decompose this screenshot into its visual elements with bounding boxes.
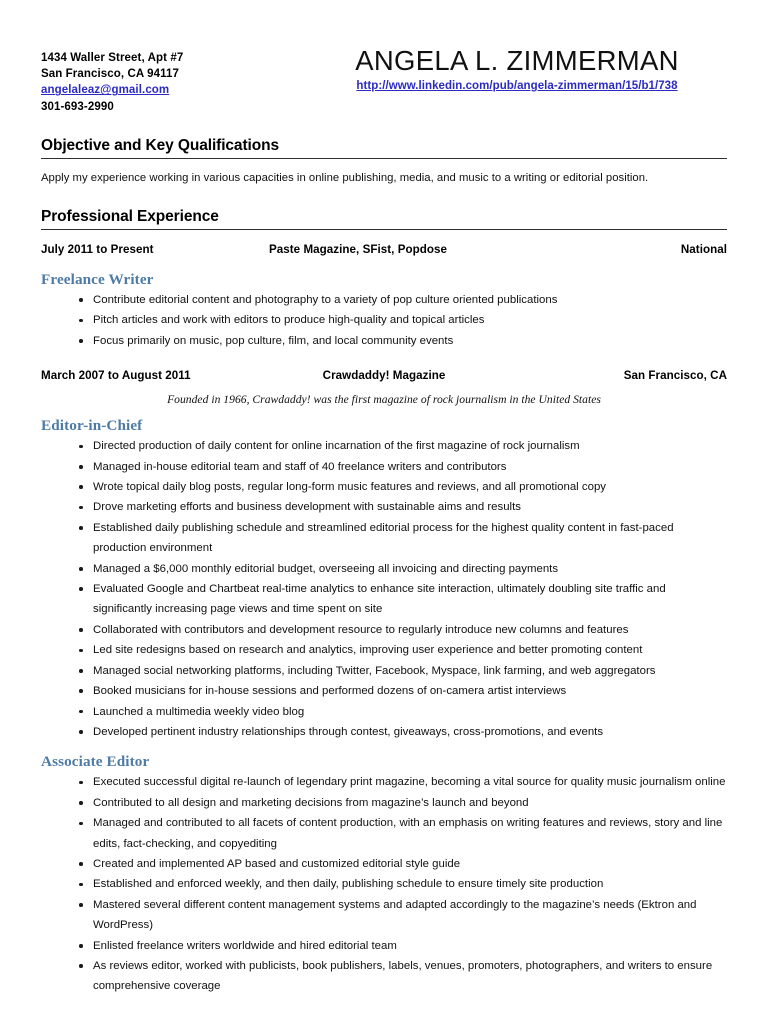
- bullet-item: Pitch articles and work with editors to produce high-quality and topical articles: [41, 310, 727, 330]
- bullet-item: Created and implemented AP based and customized editorial style guide: [41, 854, 727, 874]
- phone-number: 301-693-2990: [41, 100, 114, 113]
- spacer: [41, 122, 727, 136]
- job-employer: Paste Magazine, SFist, Popdose: [268, 243, 448, 256]
- bullet-item: Managed a $6,000 monthly editorial budget, overseeing all invoicing and directing payments: [41, 559, 727, 579]
- bullet-item: Led site redesigns based on research and analytics, improving user experience and better promoting content: [41, 640, 727, 660]
- bullet-item: Launched a multimedia weekly video blog: [41, 702, 727, 722]
- bullet-item: Managed social networking platforms, including Twitter, Facebook, Myspace, link farming, and web aggregators: [41, 661, 727, 681]
- bullet-item: Directed production of daily content for online incarnation of the first magazine of rock journalism: [41, 436, 727, 456]
- bullet-item: Booked musicians for in-house sessions and performed dozens of on-camera artist interviews: [41, 681, 727, 701]
- bullet-item: Contributed to all design and marketing decisions from magazine’s launch and beyond: [41, 793, 727, 813]
- spacer: [41, 742, 727, 752]
- address-line-2: San Francisco, CA 94117: [41, 68, 180, 81]
- objective-body-text: Apply my experience working in various capacities in online publishing, media, and music to a writing or editorial position.: [41, 172, 649, 184]
- bullet-item: Collaborated with contributors and development resource to regularly introduce new columns and features: [41, 620, 727, 640]
- bullet-item: Executed successful digital re-launch of legendary print magazine, becoming a vital source for quality music journalism online: [41, 772, 727, 792]
- job-entry: [41, 243, 727, 351]
- role-bullet-list: [41, 772, 727, 996]
- role-bullet-list: [41, 290, 727, 351]
- bullet-item: Established and enforced weekly, and then daily, publishing schedule to ensure timely site production: [41, 874, 727, 894]
- spacer: [41, 351, 727, 369]
- job-employer: Crawdaddy! Magazine: [322, 369, 446, 383]
- bullet-item: Drove marketing efforts and business development with sustainable aims and results: [41, 497, 727, 517]
- bullet-item: Developed pertinent industry relationships through contest, giveaways, cross-promotions, and events: [41, 722, 727, 742]
- bullet-item: Managed in-house editorial team and staff of 40 freelance writers and contributors: [41, 457, 727, 477]
- section-heading-experience: Professional Experience: [41, 208, 219, 225]
- job-location: National: [680, 243, 727, 256]
- job-dates: March 2007 to August 2011: [41, 369, 191, 383]
- job-tagline: Founded in 1966, Crawdaddy! was the first magazine of rock journalism in the United States: [167, 393, 601, 407]
- bullet-item: As reviews editor, worked with publicists, book publishers, labels, venues, promoters, photographers, and writers to ensure comprehensive coverage: [41, 956, 727, 997]
- spacer: [41, 230, 727, 243]
- spacer: [41, 186, 727, 207]
- section-heading-objective: Objective and Key Qualifications: [41, 137, 279, 154]
- job-entry: [41, 369, 727, 997]
- bullet-item: Wrote topical daily blog posts, regular long-form music features and reviews, and all promotional copy: [41, 477, 727, 497]
- role-title: Associate Editor: [41, 753, 150, 771]
- bullet-item: Established daily publishing schedule and streamlined editorial process for the highest quality content in fast-paced production environment: [41, 518, 727, 559]
- resume-header: [41, 45, 727, 122]
- linkedin-profile-link[interactable]: http://www.linkedin.com/pub/angela-zimmerman/15/b1/738: [356, 80, 678, 92]
- job-header-row: [41, 369, 727, 386]
- bullet-item: Managed and contributed to all facets of content production, with an emphasis on writing features and reviews, story and line edits, fact-checking, and copyediting: [41, 813, 727, 854]
- job-dates: July 2011 to Present: [41, 243, 154, 256]
- name-block: [307, 45, 727, 92]
- spacer: [41, 260, 727, 270]
- candidate-name: ANGELA L. ZIMMERMAN: [355, 45, 679, 76]
- contact-info-block: [41, 50, 183, 115]
- resume-content: [41, 45, 727, 997]
- bullet-item: Contribute editorial content and photography to a variety of pop culture oriented publications: [41, 290, 727, 310]
- bullet-item: Focus primarily on music, pop culture, film, and local community events: [41, 331, 727, 351]
- bullet-item: Evaluated Google and Chartbeat real-time analytics to enhance site interaction, ultimately doubling site traffic and significantly increasing page views and time spent on site: [41, 579, 727, 620]
- role-title: Editor-in-Chief: [41, 417, 143, 435]
- email-link[interactable]: angelaleaz@gmail.com: [41, 84, 170, 97]
- bullet-item: Mastered several different content management systems and adapted accordingly to the magazine’s needs (Ektron and WordPress): [41, 895, 727, 936]
- address-line-1: 1434 Waller Street, Apt #7: [41, 52, 184, 64]
- job-location: San Francisco, CA: [623, 369, 727, 383]
- spacer: [41, 408, 727, 416]
- experience-job-list: [41, 243, 727, 997]
- role-bullet-list: [41, 436, 727, 742]
- spacer: [41, 159, 727, 171]
- bullet-item: Enlisted freelance writers worldwide and hired editorial team: [41, 936, 727, 956]
- job-header-row: [41, 243, 727, 260]
- role-title: Freelance Writer: [41, 271, 154, 288]
